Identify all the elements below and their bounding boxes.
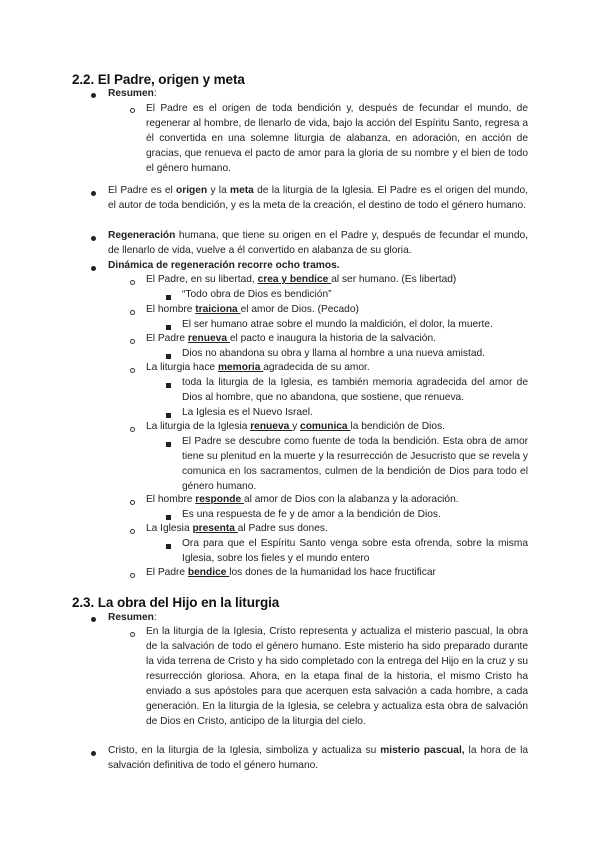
bullet-circle: [130, 573, 135, 578]
resumen-label: Resumen:: [108, 88, 157, 99]
tramo-3-sub: Dios no abandona su obra y llama al hombre a una nueva amistad.: [182, 348, 485, 359]
origen-paragraph: El Padre es el origen y la meta de la liturgia de la Iglesia. El Padre es el origen del mundo, el autor de toda bendición, y es la meta de la creación, el destino de todo el género humano.: [108, 185, 528, 211]
bullet-square: [166, 383, 171, 388]
bullet-circle: [130, 280, 135, 285]
bullet-dot: [91, 236, 96, 241]
bullet-square: [166, 442, 171, 447]
bullet-circle: [130, 632, 135, 637]
bullet-circle: [130, 529, 135, 534]
tramo-4-sub-2: La Iglesia es el Nuevo Israel.: [182, 407, 313, 418]
bullet-square: [166, 354, 171, 359]
bullet-circle: [130, 368, 135, 373]
bullet-circle: [130, 310, 135, 315]
tramo-7-sub: Ora para que el Espíritu Santo venga sobre esta ofrenda, sobre la misma Iglesia, sobre los fieles y el mundo entero: [182, 538, 528, 564]
tramo-5-sub: El Padre se descubre como fuente de toda la bendición. Esta obra de amor tiene su plenitud en la muerte y la resurrección de Jesucristo que se revela y comunica en los sacramentos, culmen de la bendición de Dios para todo el género humano.: [182, 436, 528, 492]
bullet-circle: [130, 108, 135, 113]
resumen-label-2: Resumen:: [108, 612, 157, 623]
tramo-8: El Padre bendice los dones de la humanidad los hace fructificar: [146, 567, 436, 578]
bullet-dot: [91, 617, 96, 622]
tramo-1-sub: “Todo obra de Dios es bendición”: [182, 289, 332, 300]
bullet-square: [166, 295, 171, 300]
tramo-6: El hombre responde al amor de Dios con la alabanza y la adoración.: [146, 494, 459, 505]
bullet-square: [166, 544, 171, 549]
bullet-dot: [91, 751, 96, 756]
bullet-dot: [91, 93, 96, 98]
resumen-text: El Padre es el origen de toda bendición y, después de fecundar el mundo, de regenerar al hombre, de llenarlo de vida, bajo la acción del Espíritu Santo, regresa a él convertida en una solemne liturgia de alabanza, en adoración, en acción de gracias, que renueva el pacto de amor para la gloria de su nombre y el bien de todo el género humano.: [146, 103, 528, 174]
bullet-dot: [91, 266, 96, 271]
dinamica-label: Dinámica de regeneración recorre ocho tramos.: [108, 260, 340, 271]
bullet-circle: [130, 339, 135, 344]
section-title-2-3: 2.3. La obra del Hijo en la liturgia: [72, 595, 280, 610]
section-title-2-2: 2.2. El Padre, origen y meta: [72, 72, 245, 87]
regeneracion-paragraph: Regeneración humana, que tiene su origen en el Padre y, después de fecundar el mundo, de llenarlo de vida, vuelve a él convertido en alabanza de su gloria.: [108, 230, 528, 256]
tramo-2: El hombre traiciona el amor de Dios. (Pecado): [146, 304, 359, 315]
tramo-4: La liturgia hace memoria agradecida de su amor.: [146, 362, 370, 373]
resumen-text-2: En la liturgia de la Iglesia, Cristo representa y actualiza el misterio pascual, la obra de la salvación de todo el género humano. Este misterio ha sido preparado durante la vida terrena de Cristo y ha sido completado con la entrega del Hijo en la cruz y su resurrección gloriosa. Ahora, en la etapa final de la historia, el mismo Cristo ha enviado a sus apóstoles para que acerquen esta salvación a cada hombre, a cada generación. En la liturgia de la Iglesia, se celebra y actualiza esta obra de salvación de Dios en Cristo, anticipo de la liturgia del cielo.: [146, 626, 528, 727]
tramo-6-sub: Es una respuesta de fe y de amor a la bendición de Dios.: [182, 509, 441, 520]
tramo-4-sub-1: toda la liturgia de la Iglesia, es también memoria agradecida del amor de Dios al hombre, que no abandona, que sostiene, que renueva.: [182, 377, 528, 403]
bullet-square: [166, 413, 171, 418]
tramo-2-sub: El ser humano atrae sobre el mundo la maldición, el dolor, la muerte.: [182, 319, 493, 330]
cristo-paragraph: Cristo, en la liturgia de la Iglesia, simboliza y actualiza su misterio pascual, la hora de la salvación definitiva de todo el género humano.: [108, 745, 528, 771]
bullet-dot: [91, 191, 96, 196]
bullet-square: [166, 325, 171, 330]
tramo-7: La Iglesia presenta al Padre sus dones.: [146, 523, 328, 534]
bullet-circle: [130, 500, 135, 505]
tramo-3: El Padre renueva el pacto e inaugura la historia de la salvación.: [146, 333, 436, 344]
tramo-5: La liturgia de la Iglesia renueva y comunica la bendición de Dios.: [146, 421, 446, 432]
bullet-square: [166, 515, 171, 520]
bullet-circle: [130, 427, 135, 432]
tramo-1: El Padre, en su libertad, crea y bendice al ser humano. (Es libertad): [146, 274, 457, 285]
